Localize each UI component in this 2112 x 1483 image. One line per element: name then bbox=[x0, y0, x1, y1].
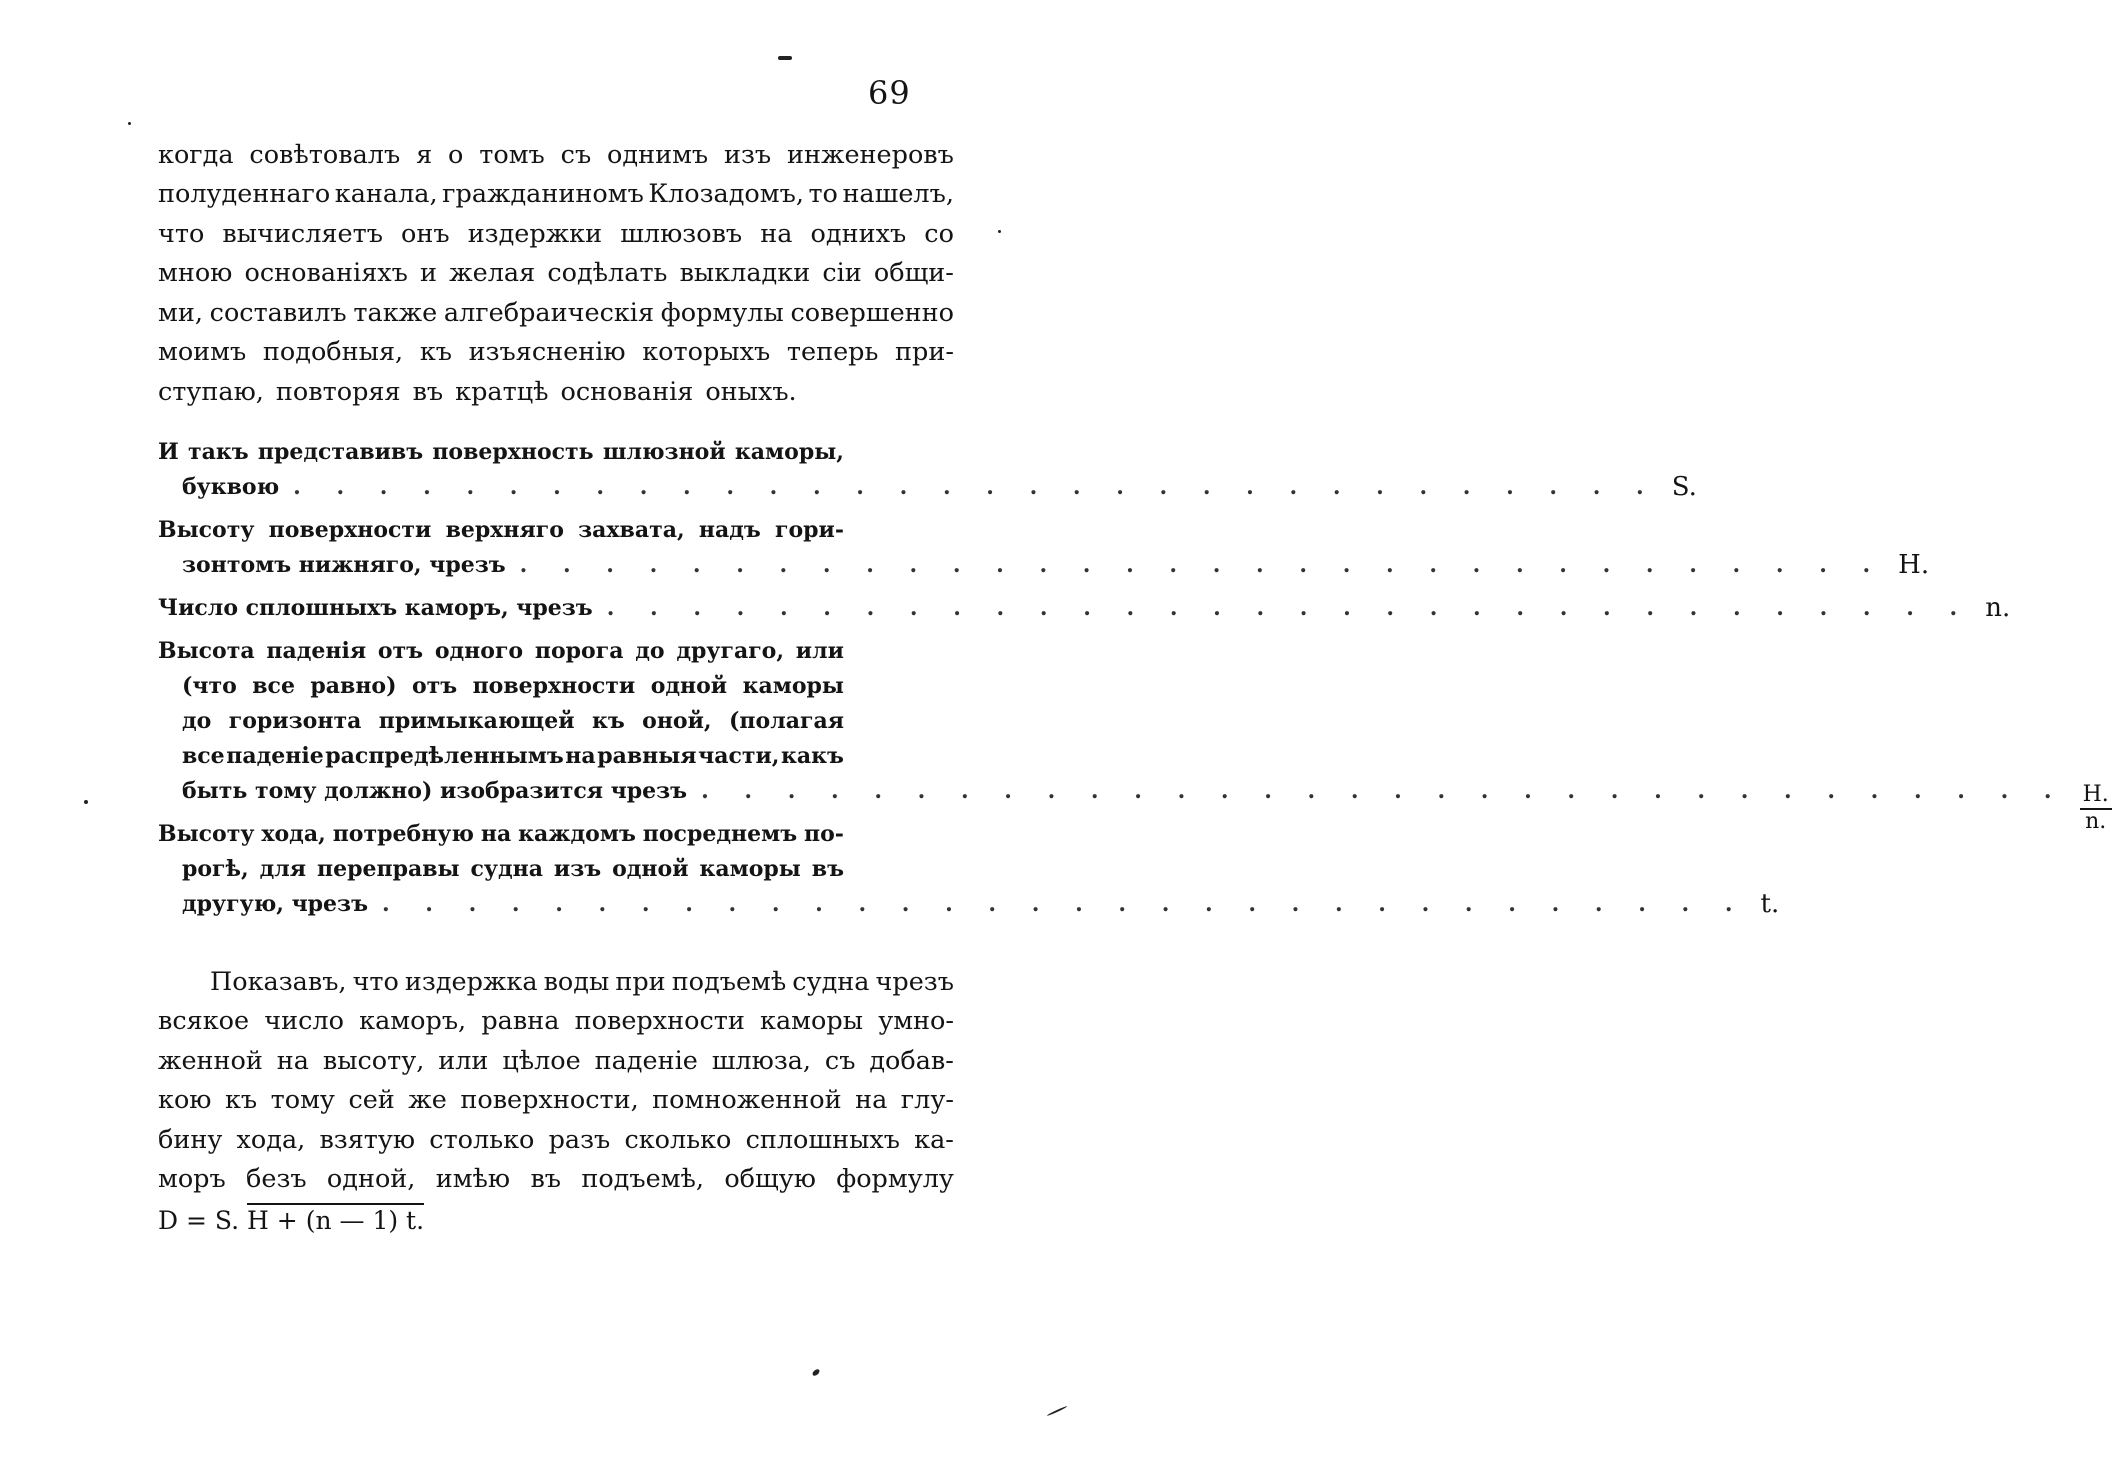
word: инженеровъ bbox=[787, 139, 954, 170]
word: алгебраическія bbox=[443, 297, 655, 328]
text-line bbox=[158, 1002, 954, 1042]
word: кою bbox=[158, 1085, 212, 1116]
word: однимъ bbox=[607, 139, 709, 170]
word: шлюзной bbox=[602, 438, 726, 465]
word: къ bbox=[419, 337, 452, 368]
definition-line bbox=[158, 512, 844, 547]
text-line bbox=[158, 962, 954, 1002]
word: изъ bbox=[553, 855, 602, 882]
word: оныхъ. bbox=[705, 376, 797, 407]
word: примыкающей bbox=[378, 707, 575, 734]
word: издержки bbox=[467, 218, 603, 249]
word: гражданиномъ bbox=[442, 179, 644, 210]
definition-text: зонтомъ нижняго, чрезъ bbox=[182, 551, 506, 578]
word: (что bbox=[182, 672, 237, 699]
definition-line bbox=[158, 816, 844, 851]
word: равна bbox=[481, 1006, 560, 1037]
fraction-denominator: n. bbox=[2085, 808, 2107, 834]
text-line bbox=[158, 1160, 954, 1200]
word: поверхности, bbox=[460, 1085, 639, 1116]
word: Показавъ, bbox=[210, 966, 347, 997]
word: выкладки bbox=[679, 258, 811, 289]
word: равныя bbox=[597, 742, 697, 769]
word: ка- bbox=[914, 1124, 954, 1155]
word: въ bbox=[530, 1164, 562, 1195]
word: на bbox=[565, 742, 596, 769]
word: при bbox=[615, 966, 666, 997]
definition-line bbox=[158, 590, 2011, 625]
word: нашелъ, bbox=[842, 179, 954, 210]
word: помноженной bbox=[652, 1085, 842, 1116]
word: при- bbox=[895, 337, 954, 368]
word: моръ bbox=[158, 1164, 226, 1195]
word: чрезъ bbox=[875, 966, 954, 997]
word: когда bbox=[158, 139, 234, 170]
definition-text: Число сплошныхъ каморъ, чрезъ bbox=[158, 594, 593, 621]
word: желая bbox=[449, 258, 536, 289]
word: разъ bbox=[548, 1124, 611, 1155]
definition-continuation bbox=[158, 851, 844, 886]
word: И bbox=[158, 438, 179, 465]
word: кратцѣ bbox=[455, 376, 549, 407]
word: всякое bbox=[158, 1006, 250, 1037]
word: верхняго bbox=[445, 516, 564, 543]
word: теперь bbox=[786, 337, 879, 368]
word: Высоту bbox=[158, 820, 255, 847]
word: на bbox=[855, 1085, 888, 1116]
word: умно- bbox=[878, 1006, 954, 1037]
word: мною bbox=[158, 258, 233, 289]
formula-equals: = bbox=[186, 1206, 207, 1235]
page-number: 69 bbox=[868, 74, 911, 112]
text-line bbox=[158, 1120, 954, 1160]
word: со bbox=[924, 218, 954, 249]
word: основанія bbox=[560, 376, 694, 407]
word: все bbox=[252, 672, 295, 699]
formula bbox=[158, 1206, 424, 1235]
word: общи- bbox=[873, 258, 954, 289]
word: высоту, bbox=[322, 1045, 425, 1076]
word: паденія bbox=[266, 637, 367, 664]
text-line bbox=[158, 1041, 954, 1081]
word: паденіе bbox=[226, 742, 324, 769]
definition-continuation bbox=[158, 668, 844, 703]
word: на bbox=[760, 218, 793, 249]
scan-speck bbox=[128, 122, 131, 125]
definition-item bbox=[158, 434, 1697, 504]
text-line bbox=[158, 214, 954, 254]
word: все bbox=[182, 742, 225, 769]
word: представивъ bbox=[257, 438, 424, 465]
word: поверхности bbox=[472, 672, 636, 699]
scan-speck bbox=[998, 230, 1001, 233]
word: также bbox=[353, 297, 438, 328]
scan-speck bbox=[811, 1368, 820, 1377]
formula-overlined: H + (n — 1) t. bbox=[247, 1203, 424, 1235]
formula-lhs: D bbox=[158, 1206, 179, 1235]
word: я bbox=[416, 139, 433, 170]
word: до bbox=[635, 637, 665, 664]
text-line bbox=[158, 135, 954, 175]
word: съ bbox=[560, 139, 592, 170]
word: одного bbox=[434, 637, 524, 664]
definition-symbol: n. bbox=[1985, 592, 2011, 623]
word: ми, bbox=[158, 297, 203, 328]
word: вычисляетъ bbox=[222, 218, 383, 249]
definition-line bbox=[158, 434, 844, 469]
word: по- bbox=[804, 820, 844, 847]
word: (полагая bbox=[729, 707, 844, 734]
word: каморы, bbox=[734, 438, 844, 465]
fraction-numerator: H. bbox=[2080, 783, 2112, 809]
word: захвата, bbox=[578, 516, 685, 543]
dot-leader: . . . . . . . . . . . . . . . . . . . . . . . . . . . . . . . . bbox=[701, 777, 2066, 804]
word: шлюзовъ bbox=[620, 218, 743, 249]
definition-line bbox=[158, 633, 844, 668]
scan-speck bbox=[778, 56, 792, 60]
word: оной, bbox=[642, 707, 712, 734]
word: томъ bbox=[479, 139, 545, 170]
word: отъ bbox=[411, 672, 458, 699]
word: Клозадомъ, bbox=[648, 179, 804, 210]
word: шлюза, bbox=[711, 1045, 812, 1076]
word: посреднемъ bbox=[642, 820, 798, 847]
paragraph-formula-intro bbox=[158, 962, 954, 1199]
word: цѣлое bbox=[502, 1045, 581, 1076]
word: взятую bbox=[319, 1124, 416, 1155]
word: тому bbox=[270, 1085, 335, 1116]
definition-item bbox=[158, 816, 1780, 921]
word: каждомъ bbox=[518, 820, 636, 847]
word: равно) bbox=[310, 672, 397, 699]
text-line bbox=[158, 254, 954, 294]
word: же bbox=[408, 1085, 447, 1116]
word: число bbox=[264, 1006, 344, 1037]
dot-leader: . . . . . . . . . . . . . . . . . . . . . . . . . . . . . . . . bbox=[293, 473, 1658, 500]
word: бину bbox=[158, 1124, 223, 1155]
word: глу- bbox=[900, 1085, 954, 1116]
word: на bbox=[480, 820, 512, 847]
word: надъ bbox=[698, 516, 761, 543]
word: для bbox=[259, 855, 307, 882]
word: каморы bbox=[742, 672, 844, 699]
dot-leader: . . . . . . . . . . . . . . . . . . . . . . . . . . . . . . . . bbox=[606, 594, 1972, 621]
definition-continuation bbox=[158, 469, 1697, 504]
word: совершенно bbox=[790, 297, 954, 328]
word: совѣтовалъ bbox=[249, 139, 401, 170]
word: Высоту bbox=[158, 516, 255, 543]
word: издержка bbox=[404, 966, 538, 997]
definition-text: буквою bbox=[182, 473, 280, 500]
word: къ bbox=[224, 1085, 258, 1116]
word: столько bbox=[429, 1124, 535, 1155]
word: потребную bbox=[332, 820, 474, 847]
scan-speck bbox=[1047, 1405, 1068, 1416]
word: женной bbox=[158, 1045, 263, 1076]
word: судна bbox=[792, 966, 870, 997]
word: на bbox=[276, 1045, 309, 1076]
word: поверхность bbox=[432, 438, 594, 465]
word: имѣю bbox=[435, 1164, 511, 1195]
definition-item bbox=[158, 590, 2011, 625]
word: каморы bbox=[760, 1006, 863, 1037]
word: гори- bbox=[775, 516, 844, 543]
word: содѣлать bbox=[547, 258, 668, 289]
word: рогѣ, bbox=[182, 855, 249, 882]
word: судна bbox=[470, 855, 543, 882]
word: сей bbox=[348, 1085, 395, 1116]
word: такъ bbox=[188, 438, 249, 465]
word: изъ bbox=[724, 139, 772, 170]
word: каморъ, bbox=[359, 1006, 467, 1037]
word: поверхности bbox=[574, 1006, 745, 1037]
definition-item bbox=[158, 512, 1930, 582]
word: къ bbox=[591, 707, 625, 734]
word: воды bbox=[543, 966, 610, 997]
text-line bbox=[158, 1081, 954, 1121]
word: и bbox=[420, 258, 438, 289]
word: сіи bbox=[822, 258, 862, 289]
word: одной bbox=[612, 855, 689, 882]
paragraph-intro bbox=[158, 135, 954, 412]
word: съ bbox=[824, 1045, 856, 1076]
word: то bbox=[808, 179, 838, 210]
word: горизонта bbox=[228, 707, 362, 734]
word: до bbox=[182, 707, 212, 734]
word: одной bbox=[650, 672, 728, 699]
word: формулы bbox=[660, 297, 784, 328]
word: хода, bbox=[236, 1124, 306, 1155]
text-line bbox=[158, 293, 954, 333]
dot-leader: . . . . . . . . . . . . . . . . . . . . . . . . . . . . . . . . bbox=[519, 551, 1885, 578]
word: изъясненію bbox=[468, 337, 626, 368]
word: распредѣленнымъ bbox=[325, 742, 564, 769]
word: Высота bbox=[158, 637, 255, 664]
word: онъ bbox=[401, 218, 450, 249]
word: паденіе bbox=[594, 1045, 698, 1076]
word: хода, bbox=[261, 820, 326, 847]
text-line bbox=[158, 372, 954, 412]
word: какъ bbox=[781, 742, 844, 769]
word: сколько bbox=[624, 1124, 732, 1155]
word: отъ bbox=[377, 637, 424, 664]
word: однихъ bbox=[810, 218, 907, 249]
word: въ bbox=[412, 376, 444, 407]
definition-symbol: t. bbox=[1760, 888, 1780, 919]
word: полуденнаго bbox=[158, 179, 331, 210]
formula-factor: S. bbox=[214, 1206, 240, 1235]
word: поверхности bbox=[268, 516, 432, 543]
text-line bbox=[158, 333, 954, 373]
word: формулу bbox=[836, 1164, 954, 1195]
word: что bbox=[158, 218, 205, 249]
word: составилъ bbox=[209, 297, 347, 328]
word: моимъ bbox=[158, 337, 247, 368]
word: въ bbox=[811, 855, 844, 882]
definition-continuation bbox=[158, 886, 1780, 921]
word: подобныя, bbox=[262, 337, 404, 368]
definition-symbol: S. bbox=[1671, 471, 1697, 502]
word: сплошныхъ bbox=[745, 1124, 900, 1155]
text-line bbox=[158, 175, 954, 215]
definition-continuation bbox=[158, 547, 1930, 582]
definition-symbol: H. bbox=[1898, 549, 1930, 580]
word: каморы bbox=[699, 855, 801, 882]
word: подъемѣ bbox=[671, 966, 787, 997]
definitions-list bbox=[158, 434, 2109, 929]
dot-leader: . . . . . . . . . . . . . . . . . . . . . . . . . . . . . . . . bbox=[381, 890, 1747, 917]
word: о bbox=[448, 139, 464, 170]
word: которыхъ bbox=[642, 337, 771, 368]
word: повторяя bbox=[275, 376, 401, 407]
word: или bbox=[438, 1045, 489, 1076]
word: общую bbox=[724, 1164, 816, 1195]
word: безъ bbox=[246, 1164, 307, 1195]
scan-speck bbox=[84, 800, 88, 804]
word: другаго, bbox=[676, 637, 785, 664]
word: что bbox=[352, 966, 399, 997]
word: ступаю, bbox=[158, 376, 264, 407]
definition-continuation bbox=[158, 703, 844, 738]
symbol-fraction bbox=[2080, 783, 2112, 833]
definition-text: другую, чрезъ bbox=[182, 890, 368, 917]
word: добав- bbox=[869, 1045, 954, 1076]
word: одной, bbox=[326, 1164, 416, 1195]
word: основаніяхъ bbox=[244, 258, 408, 289]
word: части, bbox=[698, 742, 780, 769]
definition-text: быть тому должно) изобразится чрезъ bbox=[182, 777, 688, 804]
word: порога bbox=[534, 637, 624, 664]
word: или bbox=[795, 637, 844, 664]
word: подъемѣ, bbox=[581, 1164, 705, 1195]
word: переправы bbox=[316, 855, 460, 882]
word: канала, bbox=[334, 179, 438, 210]
